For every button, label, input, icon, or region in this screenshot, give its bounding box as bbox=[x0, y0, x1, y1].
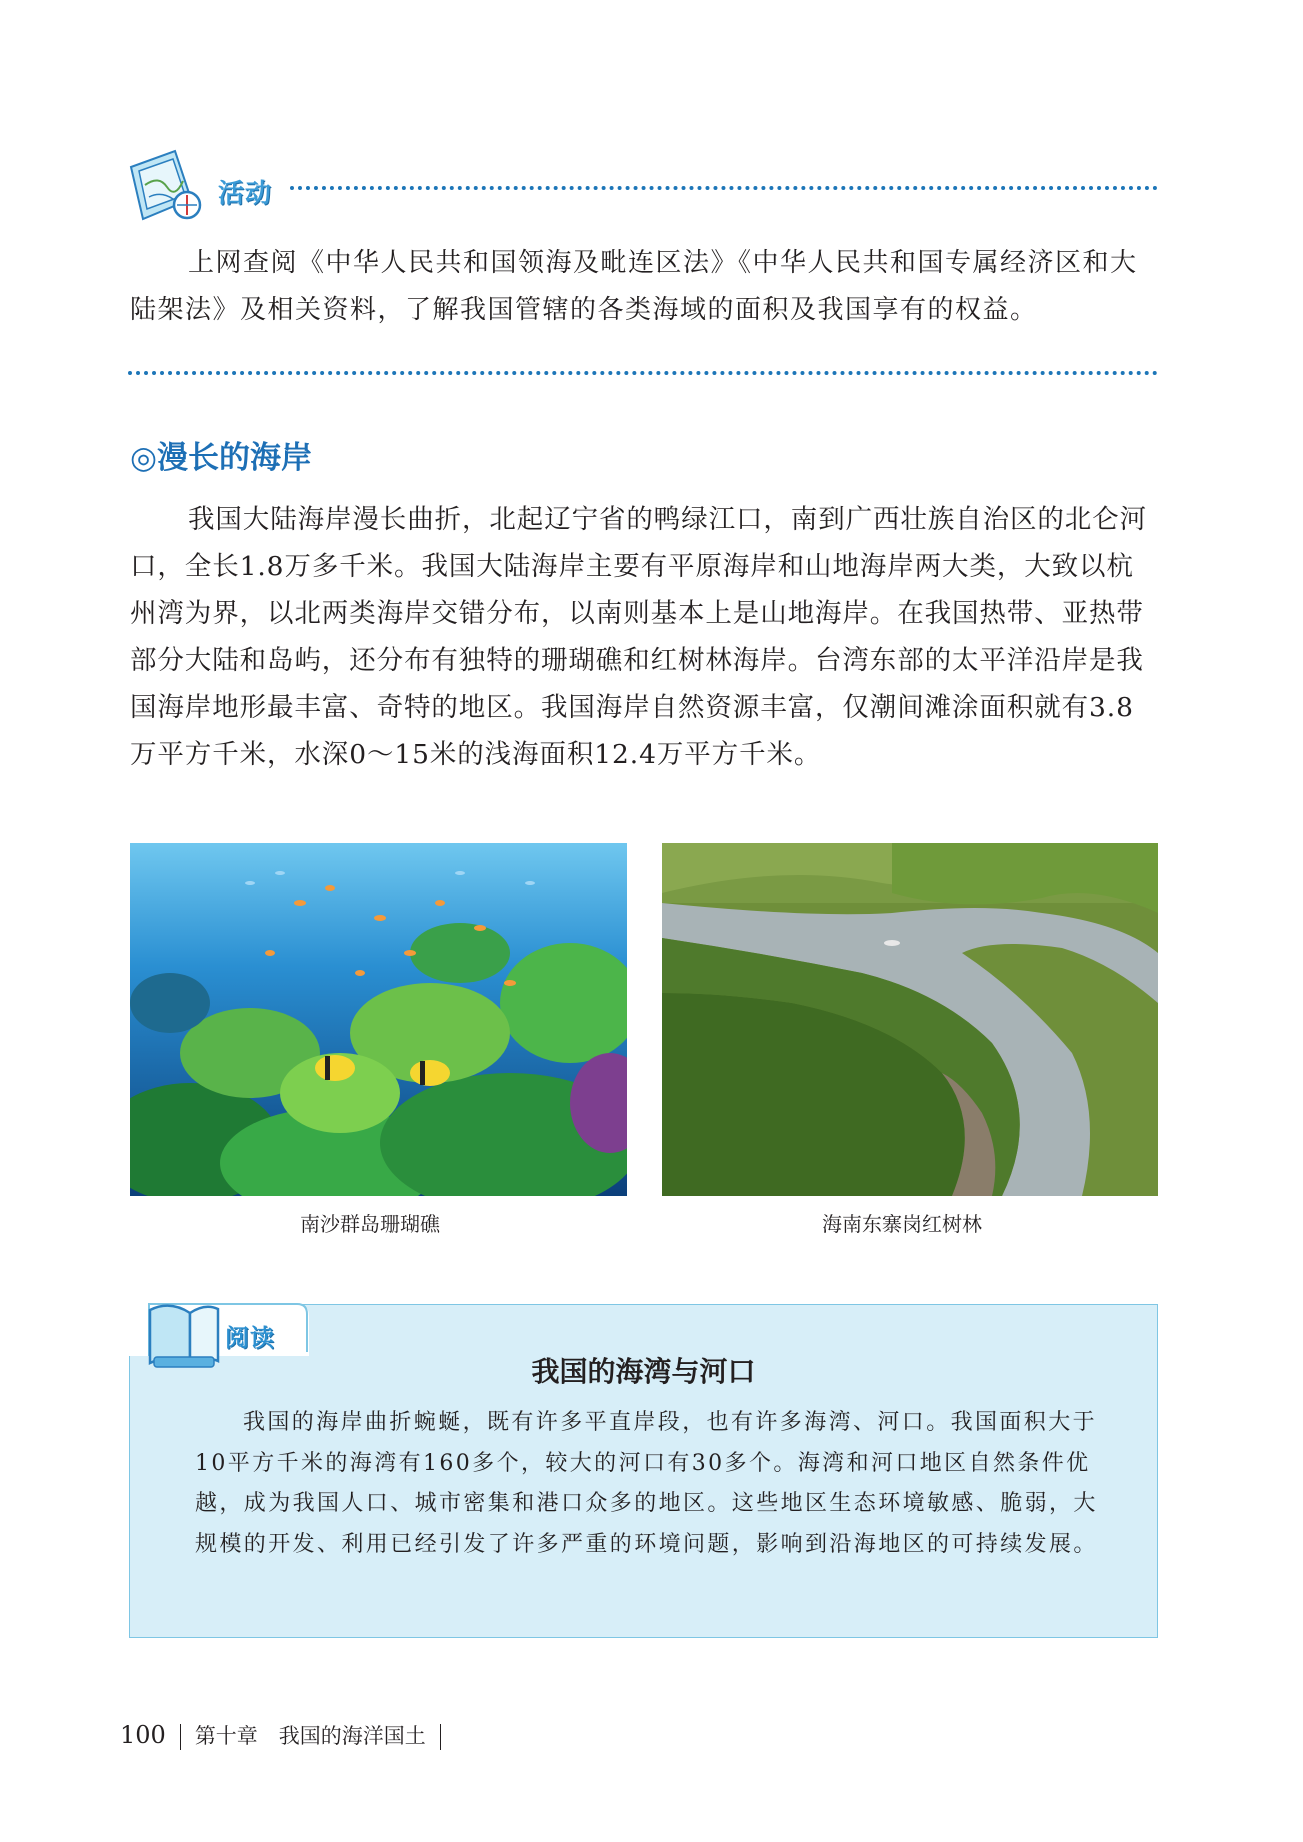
reading-label: 阅读 bbox=[225, 1324, 275, 1352]
page-footer bbox=[120, 1720, 455, 1750]
section-heading: ◎漫长的海岸 bbox=[130, 440, 313, 476]
page-number: 100 bbox=[120, 1721, 166, 1749]
footer-separator-end bbox=[440, 1724, 441, 1750]
reading-paragraph-text: 我国的海岸曲折蜿蜒，既有许多平直岸段，也有许多海湾、河口。我国面积大于10平方千米的海湾有160多个，较大的河口有30多个。海湾和河口地区自然条件优越，成为我国人口、城市密集和港口众多的地区。这些地区生态环境敏感、脆弱，大规模的开发、利用已经引发了许多严重的环境问题，影响到沿海地区的可持续发展。 bbox=[195, 1410, 1098, 1557]
footer-separator bbox=[180, 1724, 181, 1750]
chapter-title: 第十章 我国的海洋国土 bbox=[194, 1724, 426, 1748]
section-paragraph: 我国大陆海岸漫长曲折，北起辽宁省的鸭绿江口，南到广西壮族自治区的北仑河口，全长1.8万多千米。我国大陆海岸主要有平原海岸和山地海岸两大类，大致以杭州湾为界，以北两类海岸交错分布，以南则基本上是山地海岸。在我国热带、亚热带部分大陆和岛屿，还分布有独特的珊瑚礁和红树林海岸。台湾东部的太平洋沿岸是我国海岸地形最丰富、奇特的地区。我国海岸自然资源丰富，仅潮间滩涂面积就有3.8万平方千米，水深0～15米的浅海面积12.4万平方千米。 bbox=[130, 504, 1147, 770]
activity-paragraph: 上网查阅《中华人民共和国领海及毗连区法》《中华人民共和国专属经济区和大陆架法》及相关资料，了解我国管辖的各类海域的面积及我国享有的权益。 bbox=[130, 248, 1138, 325]
dotted-divider-bottom bbox=[128, 371, 1158, 375]
dotted-divider-top bbox=[290, 186, 1158, 190]
coral-reef-photo bbox=[130, 843, 627, 1196]
activity-header bbox=[125, 135, 1160, 225]
reading-paragraph bbox=[195, 1403, 1100, 1565]
mangrove-photo bbox=[662, 843, 1158, 1196]
coral-reef-caption: 南沙群岛珊瑚礁 bbox=[300, 1212, 440, 1236]
mangrove-caption: 海南东寨岗红树林 bbox=[822, 1212, 982, 1236]
reading-title: 我国的海湾与河口 bbox=[531, 1355, 756, 1388]
activity-label: 活动 bbox=[218, 179, 273, 209]
